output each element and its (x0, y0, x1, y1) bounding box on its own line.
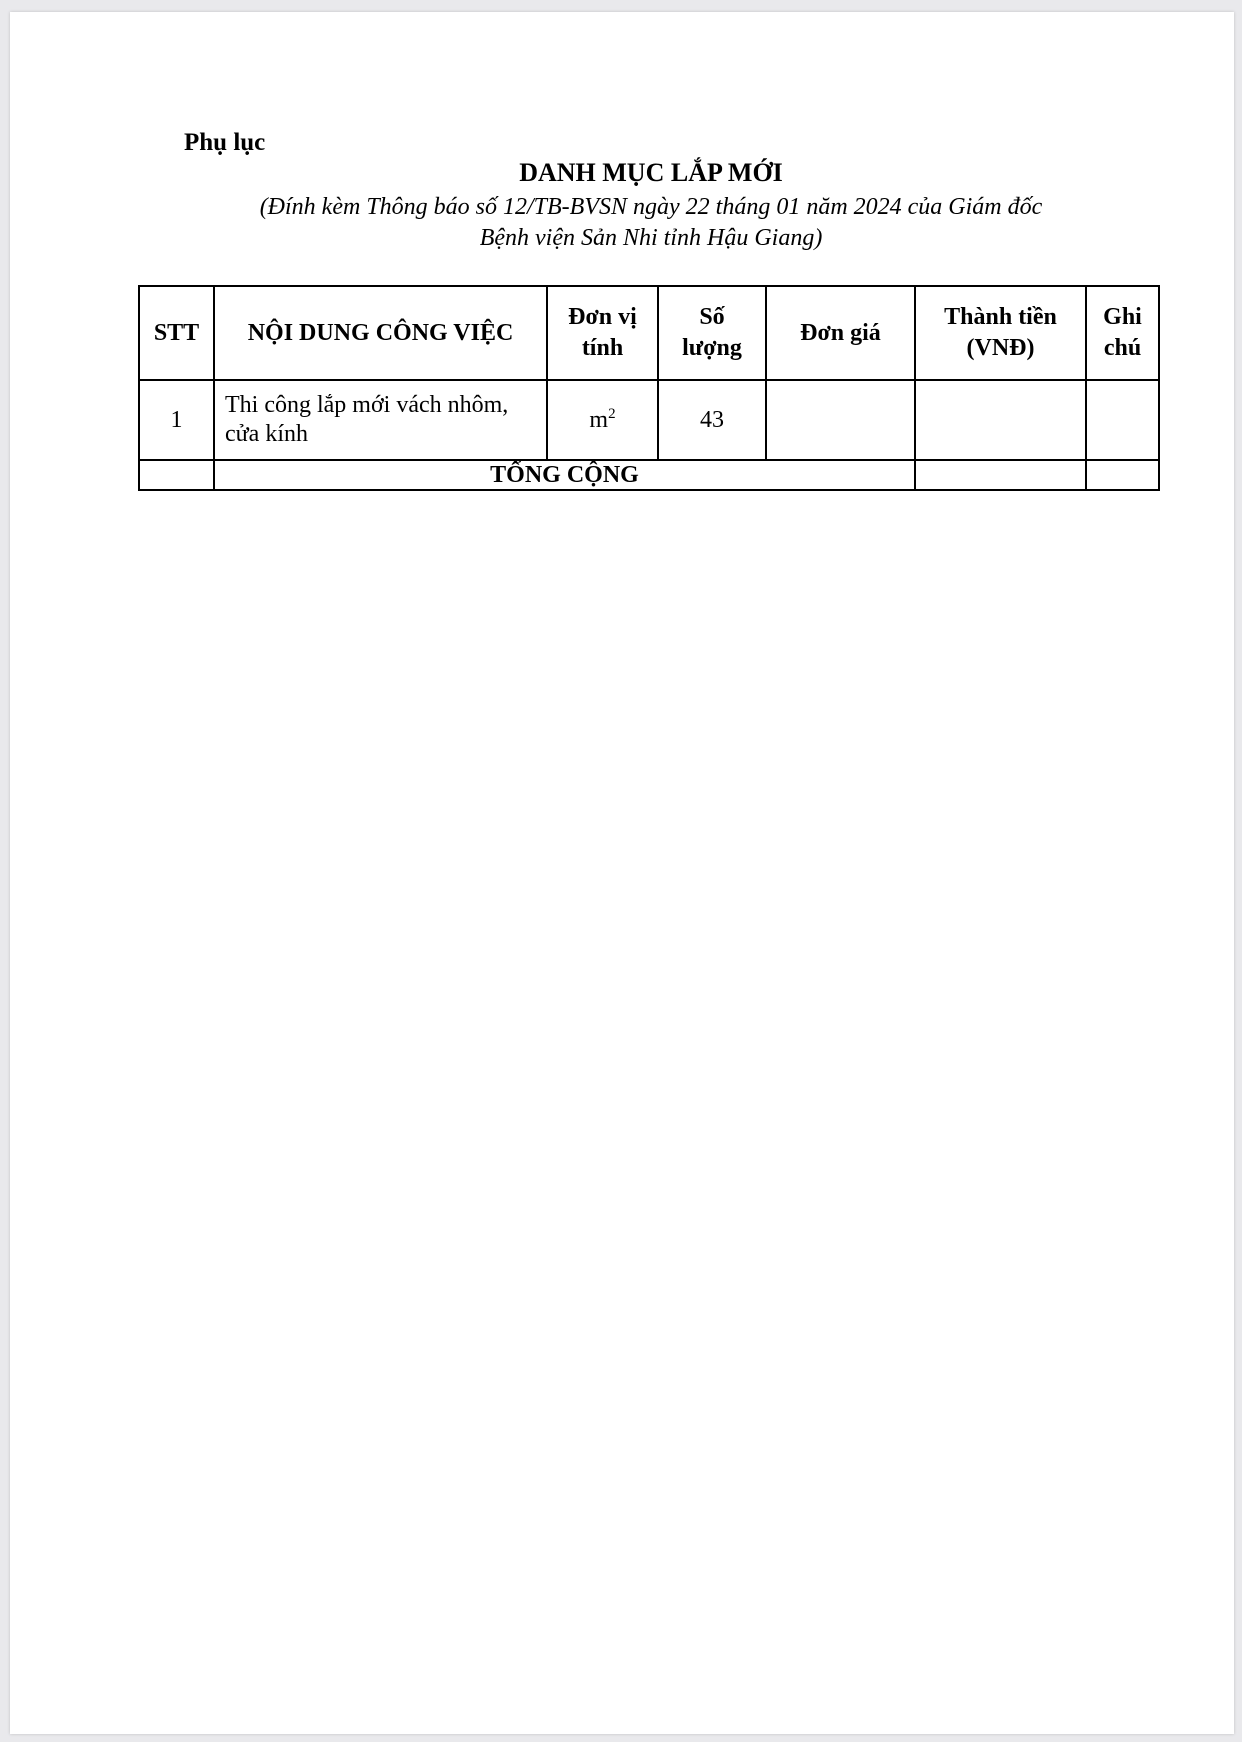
document-subtitle (10, 192, 1242, 254)
subtitle-line-2: Bệnh viện Sản Nhi tỉnh Hậu Giang) (479, 225, 823, 251)
row-stt: 1 (139, 380, 214, 460)
row-quantity: 43 (658, 380, 766, 460)
total-stt-cell (139, 460, 214, 490)
appendix-label: Phụ lục (184, 129, 266, 156)
header-unit-price: Đơn giá (766, 286, 915, 380)
items-table (138, 285, 1160, 491)
document-page (10, 12, 1234, 1734)
header-stt: STT (139, 286, 214, 380)
document-title: DANH MỤC LẮP MỚI (519, 158, 783, 187)
total-label: TỔNG CỘNG (214, 460, 915, 490)
total-note-cell (1086, 460, 1159, 490)
header-amount: Thành tiền (VNĐ) (915, 286, 1086, 380)
total-amount-cell (915, 460, 1086, 490)
header-note: Ghi chú (1086, 286, 1159, 380)
row-amount (915, 380, 1086, 460)
table-row (139, 380, 1159, 460)
row-unit: $m^2$ (547, 380, 658, 460)
header-quantity: Số lượng (658, 286, 766, 380)
header-unit: Đơn vị tính (547, 286, 658, 380)
row-note (1086, 380, 1159, 460)
header-content: NỘI DUNG CÔNG VIỆC (214, 286, 547, 380)
total-row (139, 460, 1159, 490)
subtitle-line-1: (Đính kèm Thông báo số 12/TB-BVSN ngày 22 tháng 01 năm 2024 của Giám đốc (259, 194, 1043, 220)
row-content: Thi công lắp mới vách nhôm, cửa kính (214, 380, 547, 460)
row-unit-price (766, 380, 915, 460)
table-header-row (139, 286, 1159, 380)
